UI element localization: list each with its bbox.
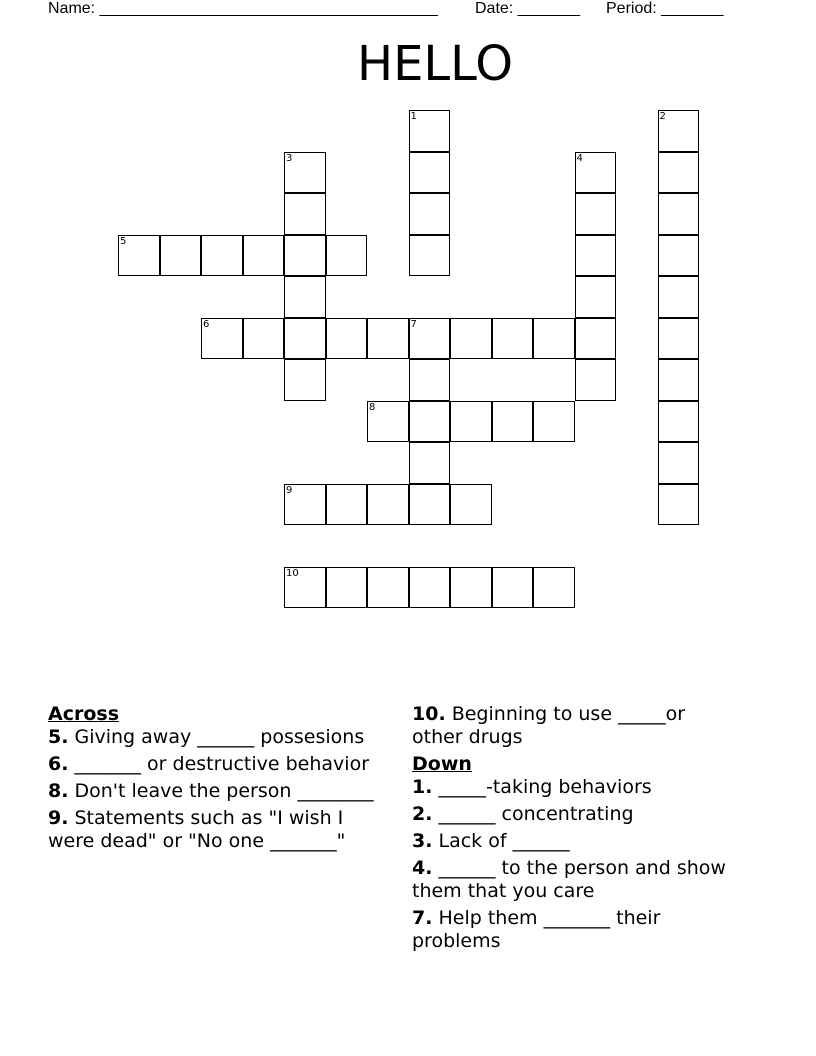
grid-cell[interactable] [492,318,534,360]
grid-cell[interactable] [284,318,326,360]
grid-cell[interactable] [409,359,451,401]
grid-cell[interactable] [533,318,575,360]
grid-cell[interactable] [409,318,451,360]
clue-down-4: 4. ______ to the person and show them that you care [412,857,726,902]
clue-across-5: 5. Giving away ______ possesions [48,726,365,748]
clue-across-9: 9. Statements such as "I wish I were dead" or "No one _______" [48,807,346,852]
grid-cell[interactable] [367,484,409,526]
grid-cell[interactable] [326,235,368,277]
grid-cell[interactable] [658,442,700,484]
clue-number: 9 [286,484,293,496]
name-field[interactable]: Name: ______________________________________ [48,0,438,17]
clue-down-1: 1. _____-taking behaviors [412,776,652,798]
grid-cell[interactable] [658,152,700,194]
grid-cell[interactable] [575,235,617,277]
grid-cell[interactable] [409,567,451,609]
clue-down-2: 2. ______ concentrating [412,803,634,825]
page-title: HELLO [357,36,513,92]
grid-cell[interactable] [450,567,492,609]
grid-cell[interactable] [201,318,243,360]
clue-down-3: 3. Lack of ______ [412,830,570,852]
grid-cell[interactable] [409,110,451,152]
grid-cell[interactable] [284,276,326,318]
clue-across-10: 10. Beginning to use _____or other drugs [412,703,685,748]
grid-cell[interactable] [658,484,700,526]
grid-cell[interactable] [367,401,409,443]
clue-number: 1 [410,111,417,122]
down-heading: Down [412,753,472,775]
clue-across-6: 6. _______ or destructive behavior [48,753,370,775]
clue-number: 10 [286,567,299,579]
grid-cell[interactable] [450,318,492,360]
grid-cell[interactable] [284,152,326,194]
clue-across-8: 8. Don't leave the person ________ [48,780,374,802]
grid-cell[interactable] [533,567,575,609]
clue-number: 8 [369,401,376,413]
grid-cell[interactable] [326,318,368,360]
grid-cell[interactable] [450,401,492,443]
clue-number: 6 [203,318,210,330]
grid-cell[interactable] [658,276,700,318]
grid-cell[interactable] [575,276,617,318]
grid-cell[interactable] [658,235,700,277]
clues-column-left [48,703,378,857]
clue-number: 2 [659,111,666,122]
grid-cell[interactable] [658,318,700,360]
grid-cell[interactable] [201,235,243,277]
grid-cell[interactable] [409,152,451,194]
grid-cell[interactable] [284,484,326,526]
grid-cell[interactable] [160,235,202,277]
grid-cell[interactable] [243,318,285,360]
grid-cell[interactable] [326,567,368,609]
grid-cell[interactable] [326,484,368,526]
grid-cell[interactable] [575,359,617,401]
grid-cell[interactable] [367,567,409,609]
grid-cell[interactable] [409,484,451,526]
grid-cell[interactable] [658,359,700,401]
grid-cell[interactable] [284,193,326,235]
grid-cell[interactable] [575,318,617,360]
grid-cell[interactable] [492,401,534,443]
grid-cell[interactable] [492,567,534,609]
grid-cell[interactable] [533,401,575,443]
grid-cell[interactable] [409,193,451,235]
grid-cell[interactable] [409,235,451,277]
grid-cell[interactable] [284,567,326,609]
grid-cell[interactable] [575,152,617,194]
grid-cell[interactable] [658,401,700,443]
grid-cell[interactable] [658,193,700,235]
date-field[interactable]: Date: _______ [475,0,580,17]
across-heading: Across [48,703,120,725]
clue-number: 5 [120,235,127,247]
clue-number: 4 [576,152,583,164]
period-field[interactable]: Period: _______ [606,0,724,17]
grid-cell[interactable] [658,110,700,152]
grid-cell[interactable] [118,235,160,277]
clues-column-right [412,703,732,957]
grid-cell[interactable] [409,401,451,443]
grid-cell[interactable] [243,235,285,277]
grid-cell[interactable] [284,359,326,401]
clue-number: 3 [286,152,293,164]
clue-down-7: 7. Help them _______ their problems [412,907,661,952]
clue-number: 7 [410,318,417,330]
grid-cell[interactable] [575,193,617,235]
grid-cell[interactable] [450,484,492,526]
grid-cell[interactable] [367,318,409,360]
grid-cell[interactable] [409,442,451,484]
grid-cell[interactable] [284,235,326,277]
